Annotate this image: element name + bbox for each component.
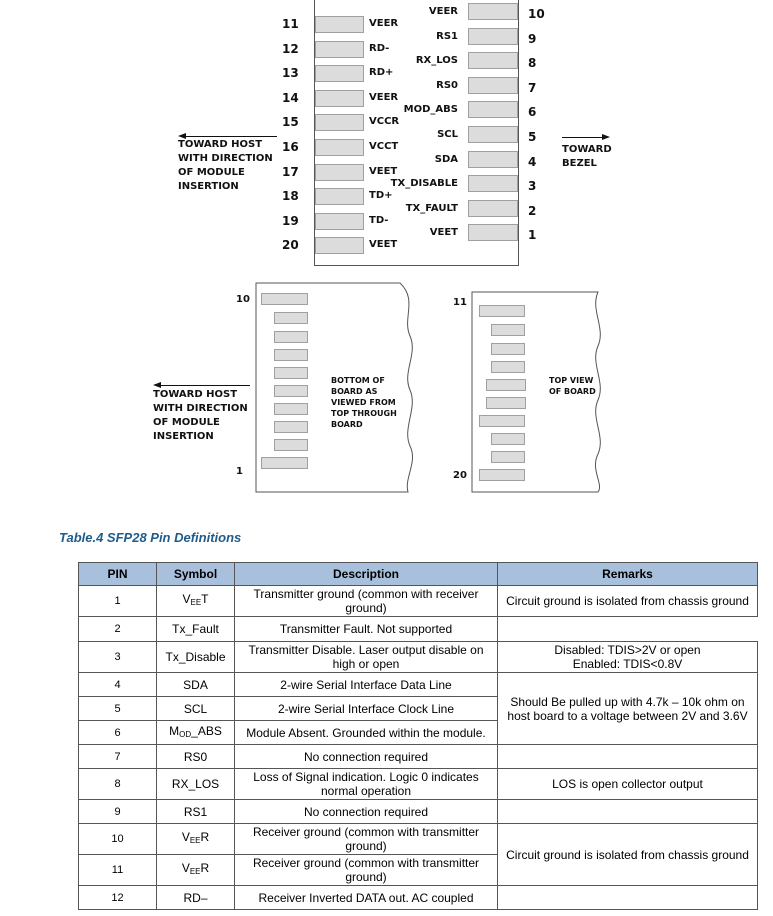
symbol-tail: T	[201, 592, 209, 606]
symbol-main: M	[169, 723, 180, 738]
symbol-cell	[157, 800, 235, 824]
description-cell: 2-wire Serial Interface Clock Line	[235, 697, 498, 721]
right-pin-number: 8	[528, 56, 537, 71]
left-pin-signal: RD+	[369, 67, 394, 79]
right-pin-number: 6	[528, 105, 537, 120]
symbol-cell	[157, 586, 235, 617]
board-pad	[261, 457, 308, 469]
pin-cell: 2	[79, 617, 157, 642]
right-pin-signal: RS1	[436, 30, 458, 42]
pin-cell: 3	[79, 642, 157, 673]
left-pin-signal: RD-	[369, 42, 390, 54]
pin-definitions-table	[78, 562, 758, 910]
left-pin-number: 12	[282, 41, 299, 56]
header-remarks: Remarks	[498, 563, 758, 586]
board-pad	[274, 331, 308, 343]
pin-cell: 12	[79, 886, 157, 910]
remarks-cell	[498, 745, 758, 769]
symbol-main: RS1	[183, 804, 208, 819]
symbol-cell	[157, 697, 235, 721]
board-pad	[491, 343, 525, 355]
left-pin-number: 15	[282, 115, 299, 130]
left-pin-signal: VCCR	[369, 116, 400, 128]
description-cell: Receiver ground (common with transmitter ground)	[235, 855, 498, 886]
right-pin-number: 2	[528, 203, 537, 218]
board-pad	[491, 451, 525, 463]
right-pin-number: 3	[528, 179, 537, 194]
board-pad	[479, 469, 525, 481]
left-pin-number: 17	[282, 164, 299, 179]
remarks-cell: Circuit ground is isolated from chassis ground	[498, 586, 758, 617]
pin-cell: 5	[79, 697, 157, 721]
remarks-cell	[498, 886, 758, 910]
board-pad	[274, 421, 308, 433]
table-row	[79, 642, 758, 673]
symbol-subscript: EE	[190, 598, 202, 607]
description-cell: Transmitter Disable. Laser output disable on high or open	[235, 642, 498, 673]
symbol-main: SDA	[183, 677, 208, 692]
pin-cell: 9	[79, 800, 157, 824]
symbol-main: Tx_Disable	[165, 650, 226, 664]
table-row	[79, 824, 758, 855]
pin-cell: 4	[79, 673, 157, 697]
right-pin-signal: VEET	[429, 227, 458, 239]
table-row	[79, 586, 758, 617]
right-pin-signal: SCL	[437, 129, 458, 140]
remarks-cell: LOS is open collector output	[498, 769, 758, 800]
bottom-toward-host-label: TOWARD HOST WITH DIRECTION OF MODULE INSERTION	[153, 389, 248, 442]
top-board-top-pin-number: 11	[453, 297, 467, 308]
remarks-cell: Disabled: TDIS>2V or open Enabled: TDIS<0.8V	[498, 642, 758, 673]
left-pin-signal: TD-	[369, 214, 389, 226]
table-row	[79, 800, 758, 824]
left-pin-number: 11	[282, 17, 299, 31]
left-pin-signal: VEER	[369, 18, 399, 29]
left-pin-signal: TD+	[369, 190, 393, 202]
board-pad	[274, 385, 308, 397]
symbol-cell	[157, 721, 235, 745]
table-row	[79, 745, 758, 769]
right-pin-signal: SDA	[434, 153, 458, 165]
board-pad	[491, 433, 525, 445]
table-row	[79, 886, 758, 910]
right-pin-signal: TX_DISABLE	[390, 178, 458, 190]
left-pin-number: 14	[282, 90, 299, 105]
symbol-main: SCL	[183, 701, 208, 716]
symbol-tail: R	[200, 861, 210, 875]
symbol-cell	[157, 617, 235, 642]
right-pin-number: 9	[528, 31, 537, 46]
table-row	[79, 617, 758, 642]
board-pad	[479, 415, 525, 427]
right-pin-signal: TX_FAULT	[405, 202, 458, 214]
pin-cell: 10	[79, 824, 157, 855]
bottom-board-label: BOTTOM OF BOARD AS VIEWED FROM TOP THROUGH BOARD	[331, 376, 397, 429]
symbol-subscript: EE	[189, 867, 201, 876]
right-pin-signal: RX_LOS	[415, 55, 458, 67]
pin-cell: 11	[79, 855, 157, 886]
header-symbol: Symbol	[157, 563, 235, 586]
symbol-main: RX_LOS	[171, 777, 220, 791]
board-pad	[274, 439, 308, 451]
left-pin-signal: VEER	[369, 91, 399, 103]
pin-cell: 6	[79, 721, 157, 745]
description-cell: Transmitter Fault. Not supported	[235, 617, 498, 642]
bottom-board-top-pin-number: 10	[236, 294, 250, 305]
right-pin-signal: VEER	[428, 6, 458, 17]
right-pin-number: 1	[528, 228, 537, 243]
board-pad	[491, 361, 525, 373]
table-row	[79, 769, 758, 800]
pin-cell: 1	[79, 586, 157, 617]
symbol-main: V	[181, 830, 190, 844]
board-pad	[491, 324, 525, 336]
remarks-cell	[498, 800, 758, 824]
right-pin-signal: MOD_ABS	[403, 104, 458, 116]
board-pad	[274, 403, 308, 415]
symbol-tail: _ABS	[191, 723, 222, 738]
board-pad	[274, 349, 308, 361]
left-pin-number: 18	[282, 189, 299, 204]
left-pin-signal: VCCT	[369, 141, 399, 152]
top-board-bottom-pin-number: 20	[453, 470, 467, 481]
symbol-subscript: OD	[179, 729, 192, 739]
right-pin-number: 7	[528, 80, 537, 95]
description-cell: Receiver ground (common with transmitter ground)	[235, 824, 498, 855]
board-pad	[261, 293, 308, 305]
description-cell: Loss of Signal indication. Logic 0 indicates normal operation	[235, 769, 498, 800]
table-caption: Table.4 SFP28 Pin Definitions	[59, 530, 242, 545]
board-pad	[479, 305, 525, 317]
description-cell: 2-wire Serial Interface Data Line	[235, 673, 498, 697]
symbol-main: Tx_Fault	[172, 622, 219, 636]
pin-cell: 7	[79, 745, 157, 769]
pin-cell: 8	[79, 769, 157, 800]
description-cell: No connection required	[235, 800, 498, 824]
description-cell: Transmitter ground (common with receiver ground)	[235, 586, 498, 617]
symbol-cell	[157, 673, 235, 697]
header-pin: PIN	[79, 563, 157, 586]
board-pad	[274, 312, 308, 324]
symbol-main: V	[182, 592, 191, 606]
board-pad	[486, 379, 526, 391]
symbol-cell	[157, 642, 235, 673]
symbol-cell	[157, 855, 235, 886]
top-board-label: TOP VIEW OF BOARD	[549, 376, 596, 396]
symbol-cell	[157, 824, 235, 855]
symbol-cell	[157, 769, 235, 800]
left-pin-signal: VEET	[369, 165, 398, 177]
board-pad	[486, 397, 526, 409]
header-description: Description	[235, 563, 498, 586]
symbol-subscript: EE	[189, 836, 201, 845]
left-pin-number: 19	[282, 213, 299, 228]
symbol-cell	[157, 886, 235, 910]
right-pin-number: 4	[528, 154, 537, 169]
right-pin-number: 10	[528, 7, 545, 21]
description-cell: Receiver Inverted DATA out. AC coupled	[235, 886, 498, 910]
left-pin-number: 13	[282, 66, 299, 81]
remarks-cell: Circuit ground is isolated from chassis ground	[498, 824, 758, 886]
right-pin-signal: RS0	[436, 79, 458, 91]
symbol-main: V	[181, 861, 190, 875]
board-pad	[274, 367, 308, 379]
remarks-cell: Should Be pulled up with 4.7k – 10k ohm on host board to a voltage between 2V and 3.6V	[498, 673, 758, 745]
description-cell: Module Absent. Grounded within the module.	[235, 721, 498, 745]
left-pin-signal: VEET	[369, 239, 398, 251]
bottom-board-bottom-pin-number: 1	[236, 466, 243, 477]
toward-bezel-label: TOWARD BEZEL	[562, 144, 612, 169]
symbol-tail: R	[200, 830, 210, 844]
description-cell: No connection required	[235, 745, 498, 769]
left-pin-number: 20	[282, 238, 299, 253]
symbol-main: RS0	[183, 749, 208, 764]
toward-host-label: TOWARD HOST WITH DIRECTION OF MODULE INSERTION	[178, 139, 273, 192]
table-row	[79, 673, 758, 697]
right-pin-number: 5	[528, 130, 537, 144]
symbol-cell	[157, 745, 235, 769]
left-pin-number: 16	[282, 140, 299, 154]
symbol-main: RD–	[183, 890, 208, 905]
